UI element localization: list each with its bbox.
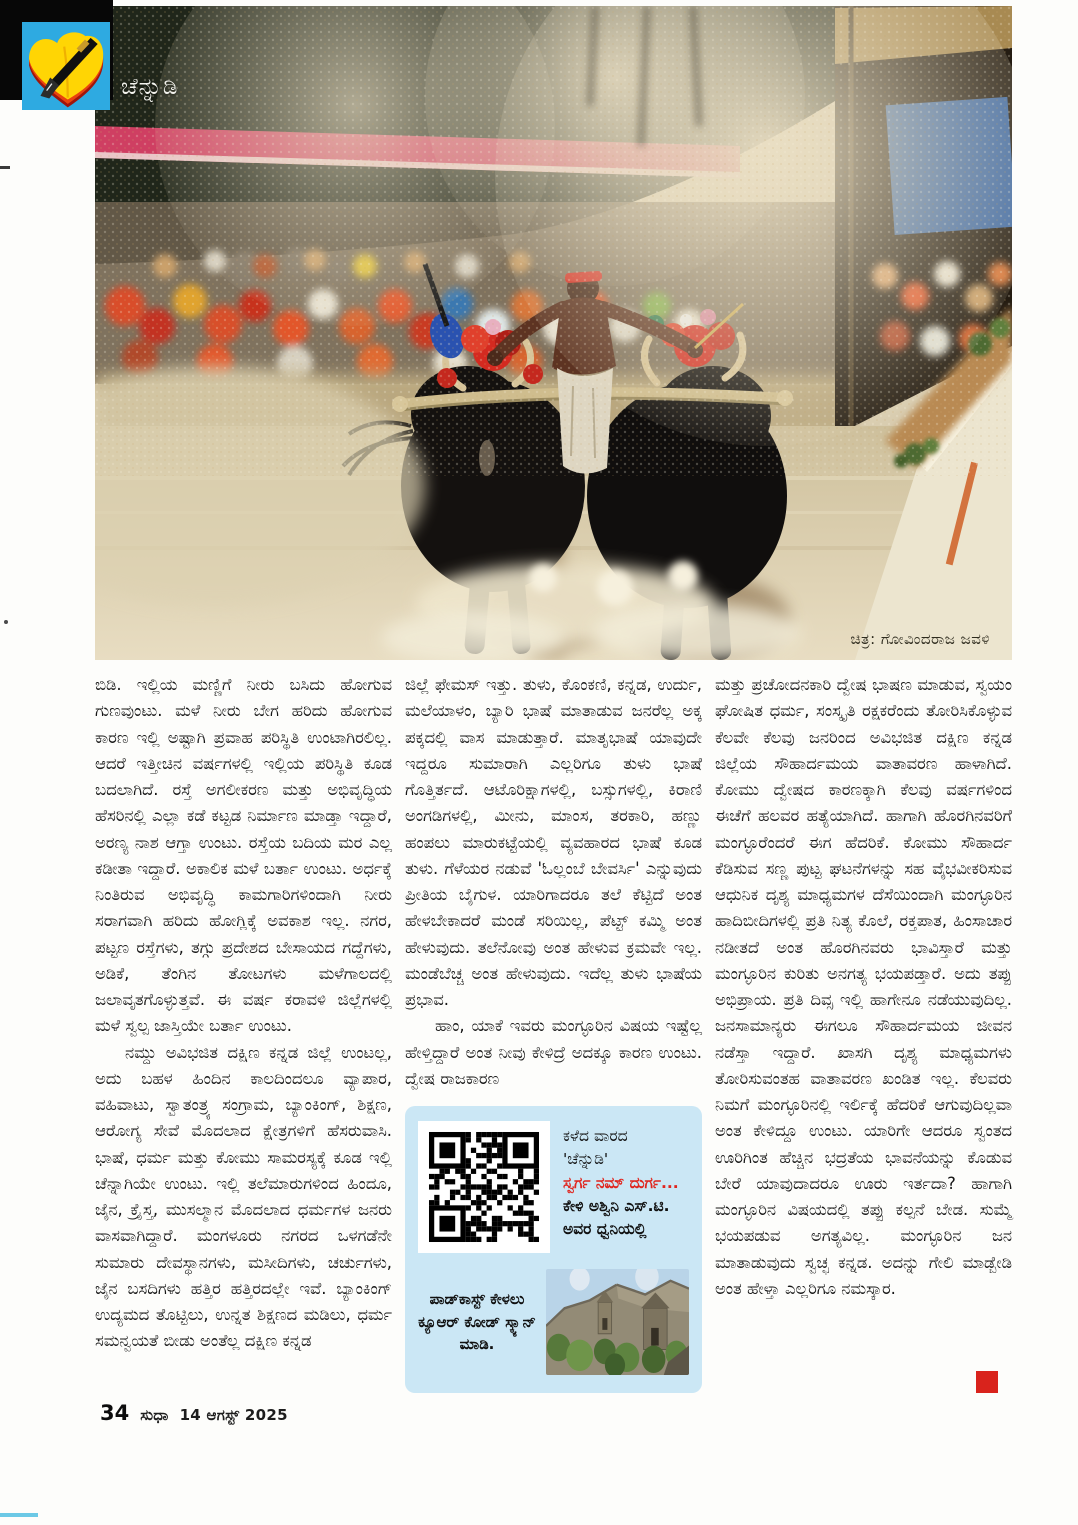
text-column-1 <box>95 672 392 1393</box>
paragraph: ಹಾಂ, ಯಾಕೆ ಇವರು ಮಂಗ್ಳೂರಿನ ವಿಷಯ ಇಷ್ಟೆಲ್ಲ ಹೇಳ್ತಿದ್ದಾರೆ ಅಂತ ನೀವು ಕೇಳಿದ್ರೆ ಅದಕ್ಕೂ ಕಾರಣ ಉಂಟು. ದ್ವೇಷ ರಾಜಕಾರಣ <box>405 1016 702 1088</box>
page-footer <box>100 1401 288 1425</box>
podcast-box-text <box>563 1121 689 1253</box>
kambala-race-photo <box>95 6 1012 660</box>
print-mark-cyan <box>0 1513 38 1517</box>
masthead-logo-block <box>0 0 113 100</box>
podcast-episode-title: ಸ್ವರ್ಗ ನಮ್ ದುರ್ಗ... <box>563 1173 679 1192</box>
paragraph: ಮತ್ತು ಪ್ರಚೋದನಕಾರಿ ದ್ವೇಷ ಭಾಷಣ ಮಾಡುವ, ಸ್ವಯಂ ಘೋಷಿತ ಧರ್ಮ, ಸಂಸ್ಕೃತಿ ರಕ್ಷಕರೆಂದು ತೋರಿಸಿಕೊಳ್ಳುವ ಕೆಲವೇ ಕೆಲವು ಜನರಿಂದ ಅವಿಭಜಿತ ದಕ್ಷಿಣ ಕನ್ನಡ ಜಿಲ್ಲೆಯ ಸೌಹಾರ್ದಮಯ ವಾತಾವರಣ ಹಾಳಾಗಿದೆ. ಕೋಮು ದ್ವೇಷದ ಕಾರಣಕ್ಕಾಗಿ ಕೆಲವು ವರ್ಷಗಳಿಂದ ಈಚೆಗೆ ಹಲವರ ಹತ್ಯೆಯಾಗಿದೆ. ಹಾಗಾಗಿ ಹೊರಗಿನವರಿಗೆ ಮಂಗ್ಳೂರೆಂದರೆ ಈಗ ಹೆದರಿಕೆ. ಕೋಮು ಸೌಹಾರ್ದ ಕೆಡಿಸುವ ಸಣ್ಣ ಪುಟ್ಟ ಘಟನೆಗಳನ್ನು ಸಹ ವೈಭವೀಕರಿಸುವ ಆಧುನಿಕ ದೃಶ್ಯ ಮಾಧ್ಯಮಗಳ ದೆಸೆಯಿಂದಾಗಿ ಮಂಗ್ಳೂರಿನ ಹಾದಿಬೀದಿಗಳಲ್ಲಿ ಪ್ರತಿ ನಿತ್ಯ ಕೊಲೆ, ರಕ್ತಪಾತ, ಹಿಂಸಾಚಾರ ನಡೀತದೆ ಅಂತ ಹೊರಗಿನವರು ಭಾವಿಸ್ತಾರೆ ಮತ್ತು ಮಂಗ್ಳೂರಿನ ಕುರಿತು ಅನಗತ್ಯ ಭಯಪಡ್ತಾರೆ. ಅದು ತಪ್ಪು ಅಭಿಪ್ರಾಯ. ಪ್ರತಿ ದಿವ್ಸ ಇಲ್ಲಿ ಹಾಗೇನೂ ನಡೆಯುವುದಿಲ್ಲ. ಜನಸಾಮಾನ್ಯರು ಈಗಲೂ ಸೌಹಾರ್ದಮಯ ಜೀವನ ನಡೆಸ್ತಾ ಇದ್ದಾರೆ. ಖಾಸಗಿ ದೃಶ್ಯ ಮಾಧ್ಯಮಗಳು ತೋರಿಸುವಂತಹ ವಾತಾವರಣ ಖಂಡಿತ ಇಲ್ಲ. ಕೆಲವರು ನಿಮಗೆ ಮಂಗ್ಳೂರಿನಲ್ಲಿ ಇರ್ಲಿಕ್ಕೆ ಹೆದರಿಕೆ ಆಗುವುದಿಲ್ಲವಾ ಅಂತ ಕೇಳಿದ್ದೂ ಉಂಟು. ಯಾರಿಗೇ ಆದರೂ ಸ್ವಂತದ ಊರಿಗಿಂತ ಹೆಚ್ಚಿನ ಭದ್ರತೆಯ ಭಾವನೆಯನ್ನು ಕೊಡುವ ಬೇರೆ ಯಾವುದಾದರೂ ಊರು ಇರ್ತದಾ? ಹಾಗಾಗಿ ಮಂಗ್ಳೂರಿನ ವಿಷಯದಲ್ಲಿ ತಪ್ಪು ಕಲ್ಪನೆ ಬೇಡ. ಸುಮ್ಮೆ ಭಯಪಡುವ ಅಗತ್ಯವಿಲ್ಲ. ಮಂಗ್ಳೂರಿನ ಜನ ಮಾತಾಡುವುದು ಸ್ವಚ್ಛ ಕನ್ನಡ. ಅದನ್ನು ಗೇಲಿ ಮಾಡ್ಬೇಡಿ ಅಂತ ಹೇಳ್ತಾ ಎಲ್ಲರಿಗೂ ನಮಸ್ಕಾರ. <box>715 675 1012 1298</box>
podcast-box-line4: ಅವರ ಧ್ವನಿಯಲ್ಲಿ <box>563 1220 647 1238</box>
page-number: 34 <box>100 1401 130 1425</box>
sudha-chennudi-logo-icon <box>22 22 110 110</box>
kambala-scene-illustration <box>95 6 1012 660</box>
text-column-3 <box>715 672 1012 1393</box>
article-body <box>95 672 1012 1393</box>
podcast-box-line3: ಕೇಳಿ ಅಶ್ವಿನಿ ಎಸ್.ಟಿ. <box>563 1196 670 1215</box>
photo-credit: ಚಿತ್ರ: ಗೋವಿಂದರಾಜ ಜವಳಿ <box>850 630 990 648</box>
podcast-box-line1: ಕಳೆದ ವಾರದ <box>563 1127 628 1145</box>
fort-illustration <box>546 1269 689 1375</box>
print-mark-dash <box>0 166 10 169</box>
podcast-scan-cta: ಪಾಡ್‌ಕಾಸ್ಟ್ ಕೇಳಲು ಕ್ಯೂಆರ್ ಕೋಡ್ ಸ್ಕ್ಯಾನ್ ಮಾಡಿ. <box>418 1290 536 1354</box>
text-column-2 <box>405 672 702 1393</box>
paragraph: ಜಿಲ್ಲೆ ಫೇಮಸ್ ಇತ್ತು. ತುಳು, ಕೊಂಕಣಿ, ಕನ್ನಡ, ಉರ್ದು, ಮಲೆಯಾಳಂ, ಬ್ಯಾರಿ ಭಾಷೆ ಮಾತಾಡುವ ಜನರೆಲ್ಲ ಅಕ್ಕ ಪಕ್ಕದಲ್ಲಿ ವಾಸ ಮಾಡುತ್ತಾರೆ. ಮಾತೃಭಾಷೆ ಯಾವುದೇ ಇದ್ದರೂ ಸುಮಾರಾಗಿ ಎಲ್ಲರಿಗೂ ತುಳು ಭಾಷೆ ಗೊತ್ತಿರ್ತದೆ. ಆಟೊರಿಕ್ಷಾಗಳಲ್ಲಿ, ಬಸ್ಸುಗಳಲ್ಲಿ, ಕಿರಾಣಿ ಅಂಗಡಿಗಳಲ್ಲಿ, ಮೀನು, ಮಾಂಸ, ತರಕಾರಿ, ಹಣ್ಣು ಹಂಪಲು ಮಾರುಕಟ್ಟೆಯಲ್ಲಿ ವ್ಯವಹಾರದ ಭಾಷೆ ಕೂಡ ತುಳು. ಗೆಳೆಯರ ನಡುವೆ 'ಓಲ್ಲಂಬೆ ಬೇವರ್ಸಿ' ಎನ್ನುವುದು ಪ್ರೀತಿಯ ಬೈಗುಳ. ಯಾರಿಗಾದರೂ ತಲೆ ಕೆಟ್ಟಿದೆ ಅಂತ ಹೇಳಬೇಕಾದರೆ ಮಂಡೆ ಸರಿಯಿಲ್ಲ, ಪೆಟ್ಟ್ ಕಮ್ಮಿ ಅಂತ ಹೇಳುವುದು. ತಲೆನೋವು ಅಂತ ಹೇಳುವ ಕ್ರಮವೇ ಇಲ್ಲ. ಮಂಡೆಬೆಚ್ಚ ಅಂತ ಹೇಳುವುದು. ಇದೆಲ್ಲ ತುಳು ಭಾಷೆಯ ಪ್ರಭಾವ. <box>405 675 702 1009</box>
section-label: ಚೆನ್ನುಡಿ <box>121 74 179 100</box>
podcast-box-line2: 'ಚೆನ್ನುಡಿ' <box>563 1150 609 1169</box>
print-mark-dot <box>4 620 8 624</box>
qr-code-icon <box>422 1125 546 1249</box>
paragraph: ಬಿಡಿ. ಇಲ್ಲಿಯ ಮಣ್ಣಿಗೆ ನೀರು ಬಸಿದು ಹೋಗುವ ಗುಣವುಂಟು. ಮಳೆ ನೀರು ಬೇಗ ಹರಿದು ಹೋಗುವ ಕಾರಣ ಇಲ್ಲಿ ಅಷ್ಟಾಗಿ ಪ್ರವಾಹ ಪರಿಸ್ಥಿತಿ ಉಂಟಾಗಿರಲಿಲ್ಲ. ಆದರೆ ಇತ್ತೀಚಿನ ವರ್ಷಗಳಲ್ಲಿ ಇಲ್ಲಿಯ ಪರಿಸ್ಥಿತಿ ಕೂಡ ಬದಲಾಗಿದೆ. ರಸ್ತೆ ಅಗಲೀಕರಣ ಮತ್ತು ಅಭಿವೃದ್ಧಿಯ ಹೆಸರಿನಲ್ಲಿ ಎಲ್ಲಾ ಕಡೆ ಕಟ್ಟಡ ನಿರ್ಮಾಣ ಮಾಡ್ತಾ ಇದ್ದಾರೆ, ಅರಣ್ಯ ನಾಶ ಆಗ್ತಾ ಉಂಟು. ರಸ್ತೆಯ ಬದಿಯ ಮರ ಎಲ್ಲ ಕಡೀತಾ ಇದ್ದಾರೆ. ಅಕಾಲಿಕ ಮಳೆ ಬರ್ತಾ ಉಂಟು. ಅರ್ಧಕ್ಕೆ ನಿಂತಿರುವ ಅಭಿವೃದ್ಧಿ ಕಾಮಗಾರಿಗಳಿಂದಾಗಿ ನೀರು ಸರಾಗವಾಗಿ ಹರಿದು ಹೋಗ್ಲಿಕ್ಕೆ ಅವಕಾಶ ಇಲ್ಲ. ನಗರ, ಪಟ್ಟಣ ರಸ್ತೆಗಳು, ತಗ್ಗು ಪ್ರದೇಶದ ಬೇಸಾಯದ ಗದ್ದೆಗಳು, ಅಡಿಕೆ, ತೆಂಗಿನ ತೋಟಗಳು ಮಳೆಗಾಲದಲ್ಲಿ ಜಲಾವೃತಗೊಳ್ಳುತ್ತವೆ. ಈ ವರ್ಷ ಕರಾವಳಿ ಜಿಲ್ಲೆಗಳಲ್ಲಿ ಮಳೆ ಸ್ವಲ್ಪ ಜಾಸ್ತಿಯೇ ಬರ್ತಾ ಉಂಟು. <box>95 675 392 1036</box>
fort-thumbnail-image <box>546 1269 689 1375</box>
podcast-promo-box <box>405 1106 702 1393</box>
end-of-article-marker <box>976 1371 998 1393</box>
paragraph: ನಮ್ದು ಅವಿಭಜಿತ ದಕ್ಷಿಣ ಕನ್ನಡ ಜಿಲ್ಲೆ ಉಂಟಲ್ಲ, ಅದು ಬಹಳ ಹಿಂದಿನ ಕಾಲದಿಂದಲೂ ವ್ಯಾಪಾರ, ವಹಿವಾಟು, ಸ್ವಾತಂತ್ರ್ಯ ಸಂಗ್ರಾಮ, ಬ್ಯಾಂಕಿಂಗ್, ಶಿಕ್ಷಣ, ಆರೋಗ್ಯ ಸೇವೆ ಮೊದಲಾದ ಕ್ಷೇತ್ರಗಳಿಗೆ ಹೆಸರುವಾಸಿ. ಭಾಷೆ, ಧರ್ಮ ಮತ್ತು ಕೋಮು ಸಾಮರಸ್ಯಕ್ಕೆ ಕೂಡ ಇಲ್ಲಿ ಚೆನ್ನಾಗಿಯೇ ಉಂಟು. ಇಲ್ಲಿ ತಲೆಮಾರುಗಳಿಂದ ಹಿಂದೂ, ಜೈನ, ಕ್ರೈಸ್ತ, ಮುಸಲ್ಮಾನ ಮೊದಲಾದ ಧರ್ಮಗಳ ಜನರು ವಾಸವಾಗಿದ್ದಾರೆ. ಮಂಗಳೂರು ನಗರದ ಒಳಗಡೆನೇ ಸುಮಾರು ದೇವಸ್ಥಾನಗಳು, ಮಸೀದಿಗಳು, ಚರ್ಚುಗಳು, ಜೈನ ಬಸದಿಗಳು ಹತ್ತಿರ ಹತ್ತಿರದಲ್ಲೇ ಇವೆ. ಬ್ಯಾಂಕಿಂಗ್ ಉದ್ಯಮದ ತೊಟ್ಟಿಲು, ಉನ್ನತ ಶಿಕ್ಷಣದ ಮಡಿಲು, ಧರ್ಮ ಸಮನ್ವಯತೆ ಬೀಡು ಅಂತೆಲ್ಲ ದಕ್ಷಿಣ ಕನ್ನಡ <box>95 1042 392 1351</box>
magazine-name: ಸುಧಾ <box>140 1406 169 1424</box>
issue-date: 14 ಆಗಸ್ಟ್ 2025 <box>179 1406 288 1424</box>
qr-code <box>418 1121 550 1253</box>
